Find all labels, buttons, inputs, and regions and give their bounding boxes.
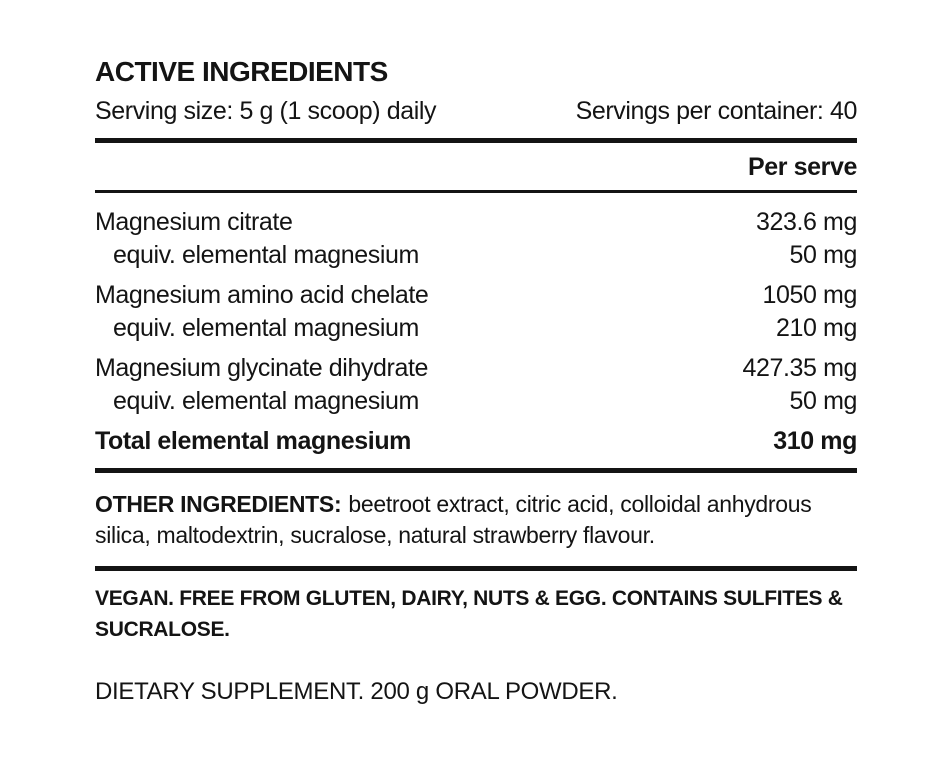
equiv-name: equiv. elemental magnesium <box>113 314 419 342</box>
ingredient-table <box>95 206 857 458</box>
equiv-row <box>95 239 857 272</box>
equiv-name: equiv. elemental magnesium <box>113 241 419 269</box>
ingredient-name: Magnesium glycinate dihydrate <box>95 354 429 382</box>
active-ingredients-panel <box>95 56 857 707</box>
dietary-claims-text: VEGAN. FREE FROM GLUTEN, DAIRY, NUTS & EGG. CONTAINS SULFITES & SUCRALOSE. <box>95 587 843 641</box>
equiv-amount: 50 mg <box>789 387 857 415</box>
equiv-row <box>95 385 857 418</box>
divider-thin <box>95 190 857 193</box>
other-ingredients-text: beetroot extract, citric acid, colloidal anhydrous silica, maltodextrin, sucralose, natural strawberry flavour. <box>95 491 812 548</box>
ingredient-row <box>95 352 857 385</box>
ingredient-name: Magnesium citrate <box>95 208 293 236</box>
divider-thick-bottom <box>95 566 857 571</box>
ingredient-row <box>95 206 857 239</box>
ingredient-amount: 427.35 mg <box>742 354 857 382</box>
ingredient-row <box>95 279 857 312</box>
equiv-amount: 50 mg <box>789 241 857 269</box>
total-row <box>95 425 857 458</box>
total-name: Total elemental magnesium <box>95 427 412 455</box>
serving-info-row <box>95 94 857 128</box>
equiv-amount: 210 mg <box>776 314 857 342</box>
ingredient-amount: 323.6 mg <box>755 208 857 236</box>
serving-size-text: Serving size: 5 g (1 scoop) daily <box>95 97 437 125</box>
other-ingredients-paragraph <box>95 489 857 551</box>
divider-thick-middle <box>95 468 857 473</box>
per-serve-column-header: Per serve <box>748 153 857 181</box>
equiv-row <box>95 312 857 345</box>
total-amount: 310 mg <box>773 427 857 455</box>
other-ingredients-label: OTHER INGREDIENTS: <box>95 491 342 517</box>
product-statement-text: DIETARY SUPPLEMENT. 200 g ORAL POWDER. <box>95 678 618 705</box>
panel-title: ACTIVE INGREDIENTS <box>95 56 388 87</box>
ingredient-amount: 1050 mg <box>762 281 857 309</box>
divider-thick-top <box>95 138 857 143</box>
ingredient-name: Magnesium amino acid chelate <box>95 281 429 309</box>
equiv-name: equiv. elemental magnesium <box>113 387 419 415</box>
servings-per-container-text: Servings per container: 40 <box>575 97 857 125</box>
